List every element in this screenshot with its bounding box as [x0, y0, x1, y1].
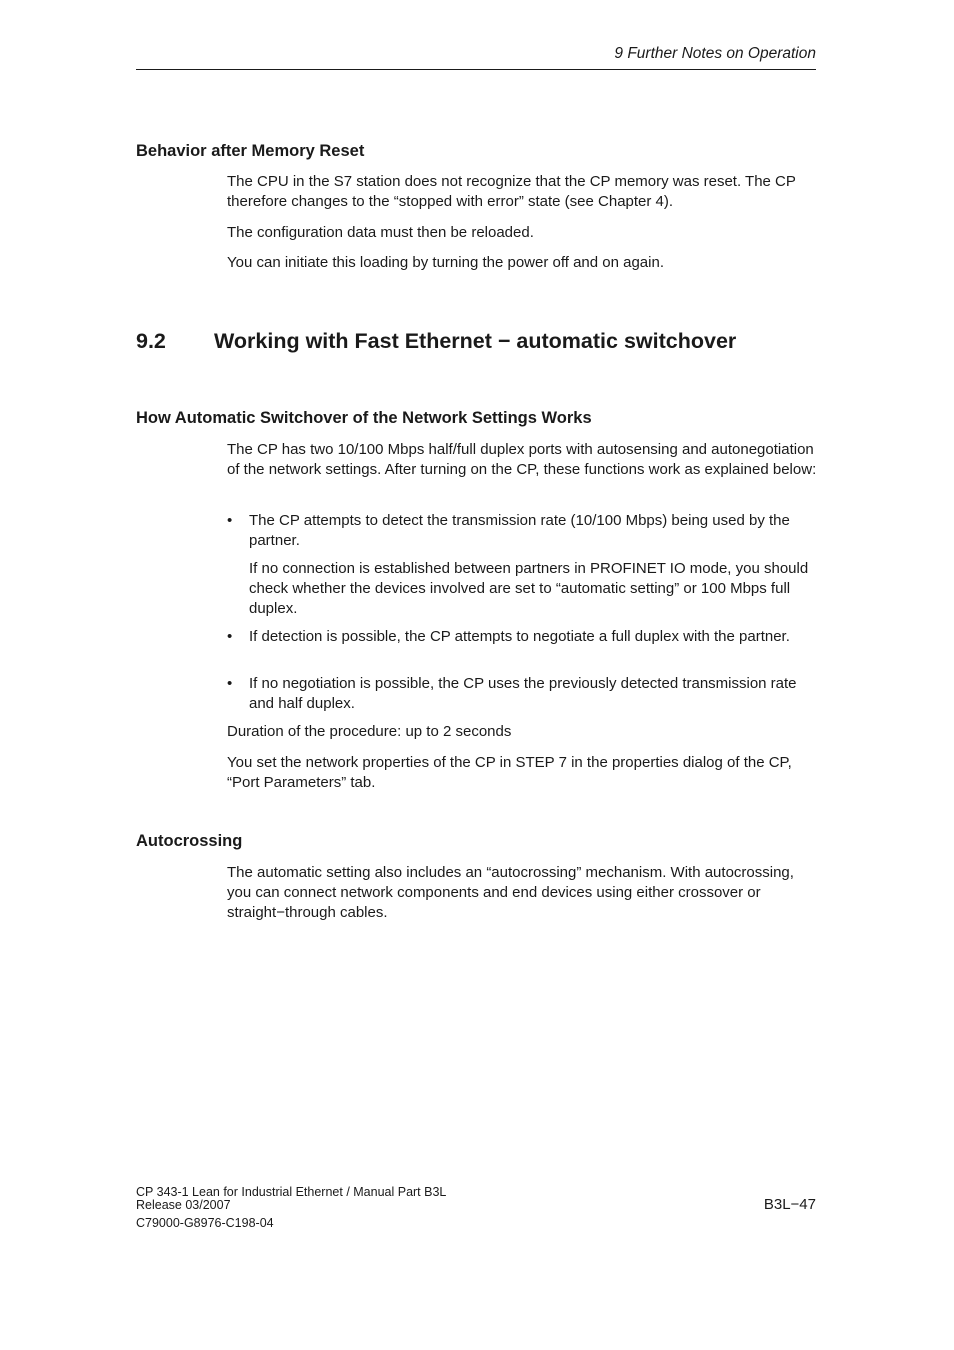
bullet-item-1	[227, 511, 819, 551]
autocrossing-paragraph: The automatic setting also includes an “autocrossing” mechanism. With autocrossing, you can connect network components and end devices using either crossover or straight−through cables.	[227, 864, 794, 921]
duration-paragraph: Duration of the procedure: up to 2 seconds	[227, 723, 512, 740]
bullet-text: The CP attempts to detect the transmission rate (10/100 Mbps) being used by the partner.	[249, 512, 790, 549]
switchover-intro: The CP has two 10/100 Mbps half/full duplex ports with autosensing and autonegotiation of the network settings. After turning on the CP, these functions work as explained below:	[227, 441, 817, 478]
memory-reset-paragraph-3: You can initiate this loading by turning the power off and on again.	[227, 254, 664, 271]
footer-info	[136, 1186, 446, 1212]
section-title-text: Working with Fast Ethernet − automatic switchover	[214, 329, 737, 353]
page-number: B3L−47	[763, 1196, 816, 1213]
section-title	[136, 329, 736, 354]
footer-manual-title: CP 343-1 Lean for Industrial Ethernet / Manual Part B3L	[136, 1185, 447, 1199]
bullet-item-2	[227, 627, 819, 647]
footer-doc-number: C79000-G8976-C198-04	[136, 1216, 274, 1230]
memory-reset-paragraph-2: The configuration data must then be reloaded.	[227, 224, 534, 241]
bullet-note: If no connection is established between partners in PROFINET IO mode, you should check whether the devices involved are set to “automatic setting” or 100 Mbps full duplex.	[249, 560, 809, 617]
memory-reset-paragraph-1: The CPU in the S7 station does not recognize that the CP memory was reset. The CP therefore changes to the “stopped with error” state (see Chapter 4).	[227, 173, 796, 210]
running-header: 9 Further Notes on Operation	[614, 45, 816, 62]
bullet-text: If detection is possible, the CP attempts to negotiate a full duplex with the partner.	[249, 628, 790, 645]
memory-reset-heading: Behavior after Memory Reset	[136, 142, 365, 160]
autocrossing-heading: Autocrossing	[136, 832, 243, 850]
bullet-marker: •	[227, 512, 233, 529]
header-rule	[136, 69, 816, 70]
bullet-item-3	[227, 674, 819, 714]
bullet-marker: •	[227, 628, 233, 645]
properties-paragraph: You set the network properties of the CP in STEP 7 in the properties dialog of the CP, “Port Parameters” tab.	[227, 754, 792, 791]
section-number: 9.2	[136, 329, 166, 353]
switchover-heading: How Automatic Switchover of the Network Settings Works	[136, 409, 592, 427]
bullet-text: If no negotiation is possible, the CP uses the previously detected transmission rate and half duplex.	[249, 675, 797, 712]
footer-release: Release 03/2007	[136, 1198, 231, 1212]
bullet-marker: •	[227, 675, 233, 692]
